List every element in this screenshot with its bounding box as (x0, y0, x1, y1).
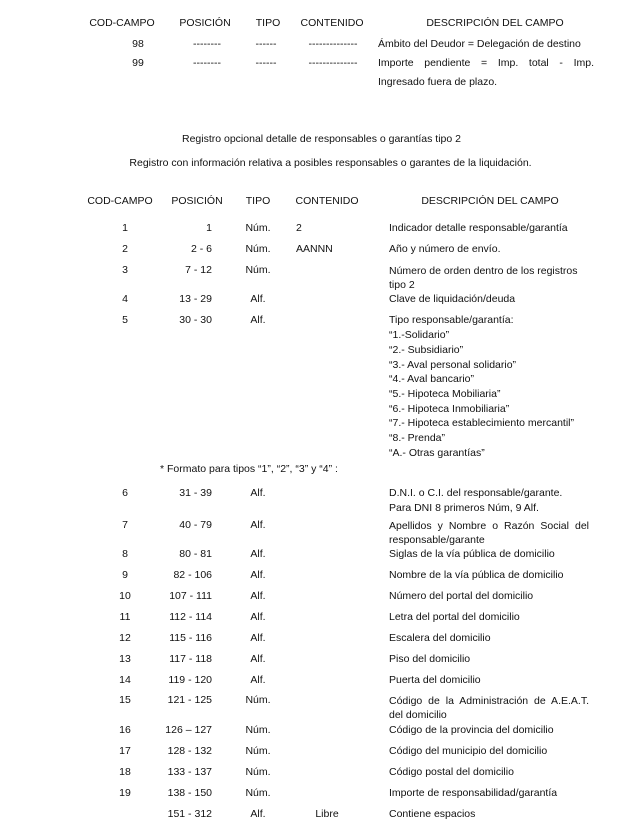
cell-contenido: -------------- (308, 38, 358, 50)
cell-cod: 18 (119, 766, 131, 778)
cell-pos: 115 - 116 (169, 632, 212, 644)
cell-pos: 31 - 39 (179, 487, 212, 499)
cell-tipo: ------ (255, 57, 277, 69)
header-cod-campo: COD-CAMPO (87, 195, 153, 207)
cell-pos: 119 - 120 (168, 674, 212, 686)
cell-desc: Piso del domicilio (389, 653, 471, 665)
cell-contenido: AANNN (296, 243, 333, 255)
cell-tipo: Alf. (250, 519, 266, 531)
cell-cod: 1 (122, 222, 128, 234)
cell-tipo: Alf. (250, 569, 266, 581)
cell-tipo: Núm. (245, 766, 271, 778)
cell-tipo: ------ (255, 38, 277, 50)
list-item: “5.- Hipoteca Mobiliaria” (389, 388, 501, 400)
cell-cod: 11 (119, 611, 131, 623)
cell-cod: 12 (119, 632, 131, 644)
cell-desc: Tipo responsable/garantía: (389, 314, 514, 326)
cell-desc: Código del municipio del domicilio (389, 745, 548, 757)
cell-cod: 7 (122, 519, 128, 531)
cell-pos: 128 - 132 (167, 745, 212, 757)
cell-tipo: Núm. (245, 745, 271, 757)
cell-pos: 107 - 111 (169, 590, 212, 602)
cell-tipo: Núm. (245, 264, 271, 276)
header-contenido: CONTENIDO (300, 17, 364, 29)
cell-tipo: Alf. (250, 611, 266, 623)
cell-tipo: Alf. (250, 653, 266, 665)
list-item: “4.- Aval bancario” (389, 373, 475, 385)
cell-pos: 138 - 150 (167, 787, 212, 799)
cell-cod: 99 (132, 57, 144, 69)
cell-cod: 3 (122, 264, 128, 276)
cell-desc-cont: Para DNI 8 primeros Núm, 9 Alf. (389, 502, 539, 514)
cell-tipo: Núm. (245, 694, 271, 706)
cell-tipo: Alf. (250, 548, 266, 560)
cell-desc: Letra del portal del domicilio (389, 611, 520, 623)
cell-contenido: 2 (296, 222, 302, 234)
cell-desc: Importe de responsabilidad/garantía (389, 787, 558, 799)
cell-cod: 4 (122, 293, 128, 305)
cell-pos: 112 - 114 (169, 611, 212, 623)
cell-pos: 1 (206, 222, 212, 234)
cell-desc-cont: Ingresado fuera de plazo. (378, 76, 498, 88)
cell-pos: -------- (193, 57, 221, 69)
cell-tipo: Núm. (245, 787, 271, 799)
cell-tipo: Núm. (245, 222, 271, 234)
header-posicion: POSICIÓN (171, 195, 223, 207)
list-item: “2.- Subsidiario” (389, 344, 464, 356)
cell-cod: 10 (119, 590, 131, 602)
cell-desc: Indicador detalle responsable/garantía (389, 222, 568, 234)
cell-cod: 13 (119, 653, 131, 665)
cell-pos: 80 - 81 (179, 548, 212, 560)
cell-tipo: Núm. (245, 724, 271, 736)
cell-pos: 126 – 127 (165, 724, 212, 736)
cell-desc: Número del portal del domicilio (389, 590, 534, 602)
header-descripcion: DESCRIPCIÓN DEL CAMPO (426, 17, 564, 29)
cell-tipo: Alf. (250, 314, 266, 326)
cell-pos: 151 - 312 (167, 808, 212, 820)
cell-pos: 2 - 6 (190, 243, 212, 255)
header-cod-campo: COD-CAMPO (89, 17, 155, 29)
cell-cod: 6 (122, 487, 128, 499)
cell-desc: Código postal del domicilio (389, 766, 514, 778)
cell-pos: 40 - 79 (179, 519, 212, 531)
section-subtitle: Registro con información relativa a posibles responsables o garantes de la liquidación. (129, 157, 532, 169)
cell-desc: Número de orden dentro de los registros tipo 2 (389, 265, 578, 291)
cell-pos: 30 - 30 (179, 314, 212, 326)
cell-tipo: Alf. (250, 293, 266, 305)
cell-desc: Ámbito del Deudor = Delegación de destino (378, 38, 581, 50)
cell-desc: Nombre de la vía pública de domicilio (389, 569, 564, 581)
format-note: * Formato para tipos “1”, “2”, “3” y “4” : (160, 463, 338, 475)
cell-pos: 7 - 12 (185, 264, 212, 276)
cell-desc: Siglas de la vía pública de domicilio (389, 548, 555, 560)
cell-pos: 117 - 118 (169, 653, 212, 665)
cell-desc: Clave de liquidación/deuda (389, 293, 516, 305)
cell-pos: 133 - 137 (167, 766, 212, 778)
cell-cod: 17 (119, 745, 131, 757)
cell-tipo: Alf. (250, 487, 266, 499)
cell-pos: 82 - 106 (173, 569, 212, 581)
cell-desc: D.N.I. o C.I. del responsable/garante. (389, 487, 563, 499)
cell-desc: Contiene espacios (389, 808, 476, 820)
cell-desc: Importe pendiente = Imp. total - Imp. (378, 57, 594, 69)
list-item: “8.- Prenda” (389, 432, 446, 444)
cell-pos: 13 - 29 (179, 293, 212, 305)
cell-desc: Código de la provincia del domicilio (389, 724, 554, 736)
cell-tipo: Núm. (245, 243, 271, 255)
cell-cod: 9 (122, 569, 128, 581)
list-item: “7.- Hipoteca establecimiento mercantil” (389, 417, 574, 429)
header-tipo: TIPO (245, 195, 271, 207)
cell-cod: 14 (119, 674, 131, 686)
cell-cod: 5 (122, 314, 128, 326)
cell-cod: 2 (122, 243, 128, 255)
cell-cod: 15 (119, 694, 131, 706)
cell-tipo: Alf. (250, 590, 266, 602)
header-contenido: CONTENIDO (295, 195, 359, 207)
cell-cod: 8 (122, 548, 128, 560)
header-posicion: POSICIÓN (179, 17, 231, 29)
cell-pos: 121 - 125 (167, 694, 212, 706)
cell-contenido: -------------- (308, 57, 358, 69)
cell-desc: Apellidos y Nombre o Razón Social del responsable/garante (389, 520, 589, 546)
cell-cod: 19 (119, 787, 131, 799)
header-tipo: TIPO (255, 17, 281, 29)
section-title: Registro opcional detalle de responsables o garantías tipo 2 (181, 133, 461, 145)
cell-tipo: Alf. (250, 808, 266, 820)
cell-desc: Escalera del domicilio (389, 632, 491, 644)
cell-desc: Año y número de envío. (389, 243, 501, 255)
cell-contenido: Libre (315, 808, 339, 820)
header-descripcion: DESCRIPCIÓN DEL CAMPO (421, 195, 559, 207)
cell-pos: -------- (193, 38, 221, 50)
cell-cod: 98 (132, 38, 144, 50)
list-item: “A.- Otras garantías” (389, 447, 485, 459)
list-item: “1.-Solidario” (389, 329, 450, 341)
list-item: “6.- Hipoteca Inmobiliaria” (389, 403, 510, 415)
cell-cod: 16 (119, 724, 131, 736)
list-item: “3.- Aval personal solidario” (389, 359, 517, 371)
cell-tipo: Alf. (250, 674, 266, 686)
cell-desc: Código de la Administración de A.E.A.T. del domicilio (389, 695, 589, 721)
cell-tipo: Alf. (250, 632, 266, 644)
cell-desc: Puerta del domicilio (389, 674, 481, 686)
